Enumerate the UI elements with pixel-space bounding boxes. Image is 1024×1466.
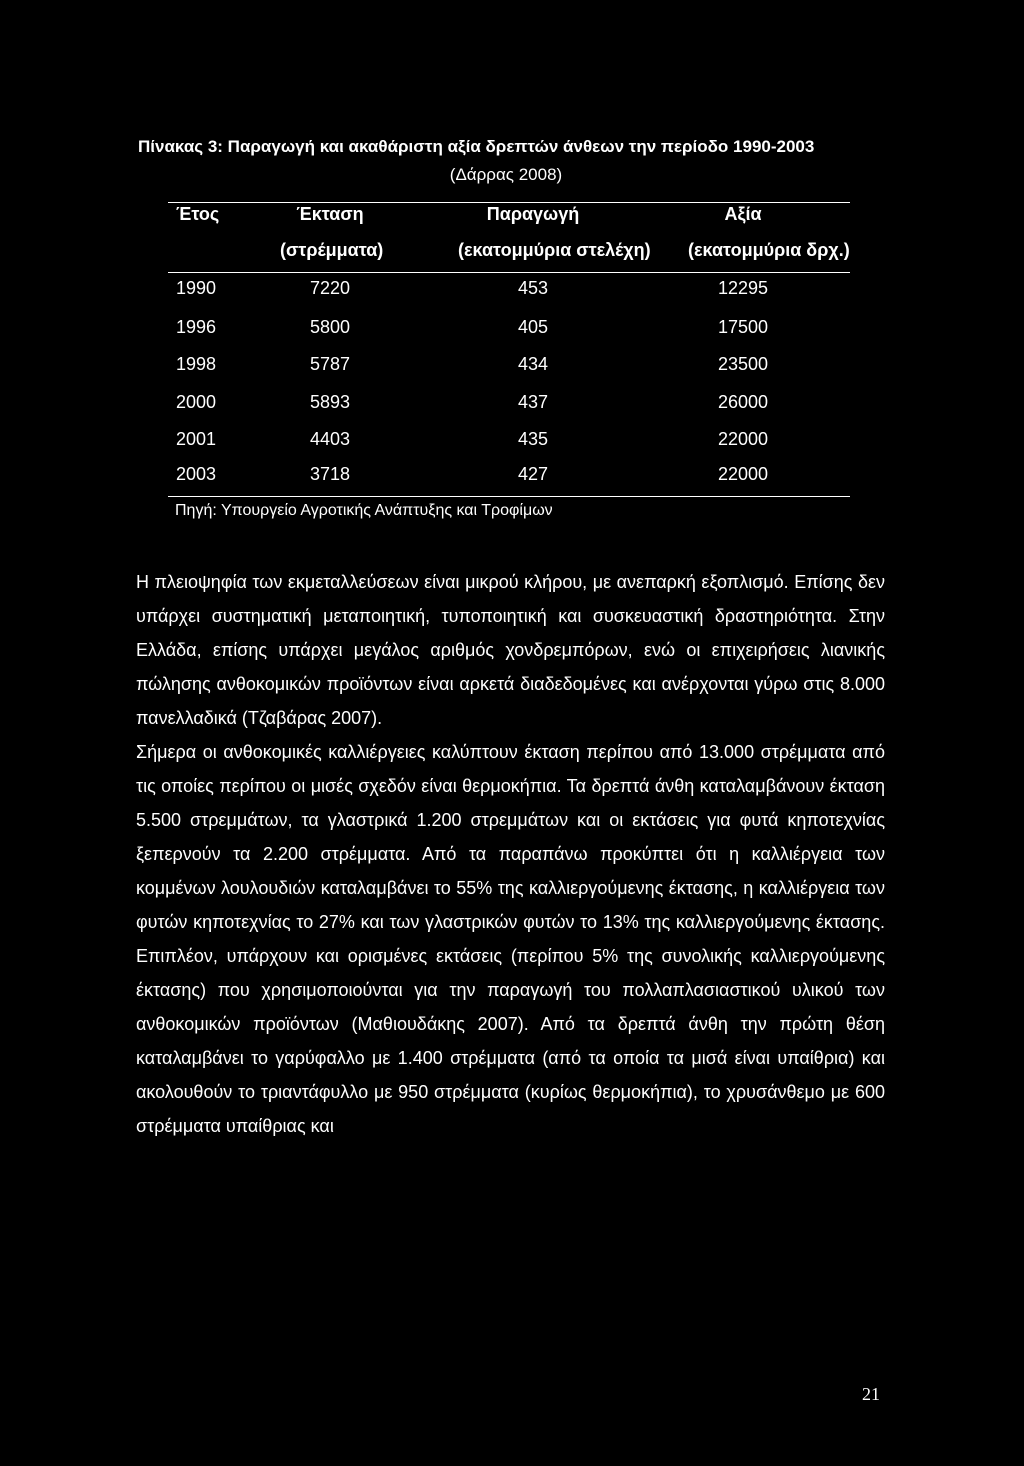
- header-value: Αξία: [724, 204, 762, 224]
- cell-value: 12295: [717, 278, 769, 298]
- cell-production: 434: [517, 354, 549, 374]
- cell-area: 7220: [309, 278, 351, 298]
- table-header-rule: [168, 272, 850, 273]
- header-value-unit: (εκατομμύρια δρχ.): [688, 240, 850, 260]
- header-area-unit: (στρέμματα): [280, 240, 384, 260]
- cell-value: 23500: [717, 354, 769, 374]
- cell-year: 2003: [176, 464, 217, 484]
- cell-area: 5893: [309, 392, 351, 412]
- cell-area: 4403: [309, 429, 351, 449]
- cell-value: 22000: [717, 429, 769, 449]
- table-top-rule: [168, 202, 850, 203]
- body-text: [136, 565, 885, 1143]
- cell-value: 17500: [717, 317, 769, 337]
- header-area: Έκταση: [296, 204, 364, 224]
- header-year: Έτος: [176, 204, 220, 224]
- table-bottom-rule: [168, 496, 850, 497]
- cell-value: 26000: [717, 392, 769, 412]
- table-title: Πίνακας 3: Παραγωγή και ακαθάριστη αξία δρεπτών άνθεων την περίοδο 1990-2003: [138, 137, 815, 156]
- cell-year: 1996: [176, 317, 217, 337]
- cell-area: 5800: [309, 317, 351, 337]
- cell-production: 437: [517, 392, 549, 412]
- cell-year: 2001: [176, 429, 217, 449]
- cell-production: 427: [517, 464, 549, 484]
- cell-area: 5787: [309, 354, 351, 374]
- cell-production: 453: [517, 278, 549, 298]
- table-caption: [138, 133, 874, 189]
- header-production-unit: (εκατομμύρια στελέχη): [458, 240, 651, 260]
- cell-production: 405: [517, 317, 549, 337]
- cell-year: 2000: [176, 392, 217, 412]
- cell-production: 435: [517, 429, 549, 449]
- cell-area: 3718: [309, 464, 351, 484]
- header-production: Παραγωγή: [486, 204, 580, 224]
- paragraph: Σήμερα οι ανθοκομικές καλλιέργειες καλύπτουν έκταση περίπου από 13.000 στρέμματα από τις οποίες περίπου οι μισές σχεδόν είναι θερμοκήπια. Τα δρεπτά άνθη καταλαμβάνουν έκταση 5.500 στρεμμάτων, τα γλαστρικά 1.200 στρεμμάτων και οι εκτάσεις για φυτά κηποτεχνίας ξεπερνούν τα 2.200 στρέμματα. Από τα παραπάνω προκύπτει ότι η καλλιέργεια των κομμένων λουλουδιών καταλαμβάνει το 55% της καλλιεργούμενης έκτασης, η καλλιέργεια των φυτών κηποτεχνίας το 27% και των γλαστρικών φυτών το 13% της καλλιεργούμενης έκτασης. Επιπλέον, υπάρχουν και ορισμένες εκτάσεις (περίπου 5% της συνολικής καλλιεργούμενης έκτασης) που χρησιμοποιούνται για την παραγωγή του πολλαπλασιαστικού υλικού των ανθοκομικών προϊόντων (Μαθιουδάκης 2007). Από τα δρεπτά άνθη την πρώτη θέση καταλαμβάνει το γαρύφαλλο με 1.400 στρέμματα (από τα οποία τα μισά είναι υπαίθρια) και ακολουθούν το τριαντάφυλλο με 950 στρέμματα (κυρίως θερμοκήπια), το χρυσάνθεμο με 600 στρέμματα υπαίθριας και: [136, 742, 885, 1136]
- table-source-note: Πηγή: Υπουργείο Αγροτικής Ανάπτυξης και Τροφίμων: [175, 502, 553, 519]
- cell-year: 1990: [176, 278, 217, 298]
- paragraph: Η πλειοψηφία των εκμεταλλεύσεων είναι μικρού κλήρου, με ανεπαρκή εξοπλισμό. Επίσης δεν υπάρχει συστηματική μεταποιητική, τυποποιητική και συσκευαστική δραστηριότητα. Στην Ελλάδα, επίσης υπάρχει μεγάλος αριθμός χονδρεμπόρων, ενώ οι επιχειρήσεις λιανικής πώλησης ανθοκομικών προϊόντων είναι αρκετά διαδεδομένες και ανέρχονται γύρω στις 8.000 πανελλαδικά (Τζαβάρας 2007).: [136, 572, 885, 728]
- page-number: 21: [862, 1384, 880, 1404]
- cell-value: 22000: [717, 464, 769, 484]
- cell-year: 1998: [176, 354, 217, 374]
- table-citation: (Δάρρας 2008): [449, 165, 563, 184]
